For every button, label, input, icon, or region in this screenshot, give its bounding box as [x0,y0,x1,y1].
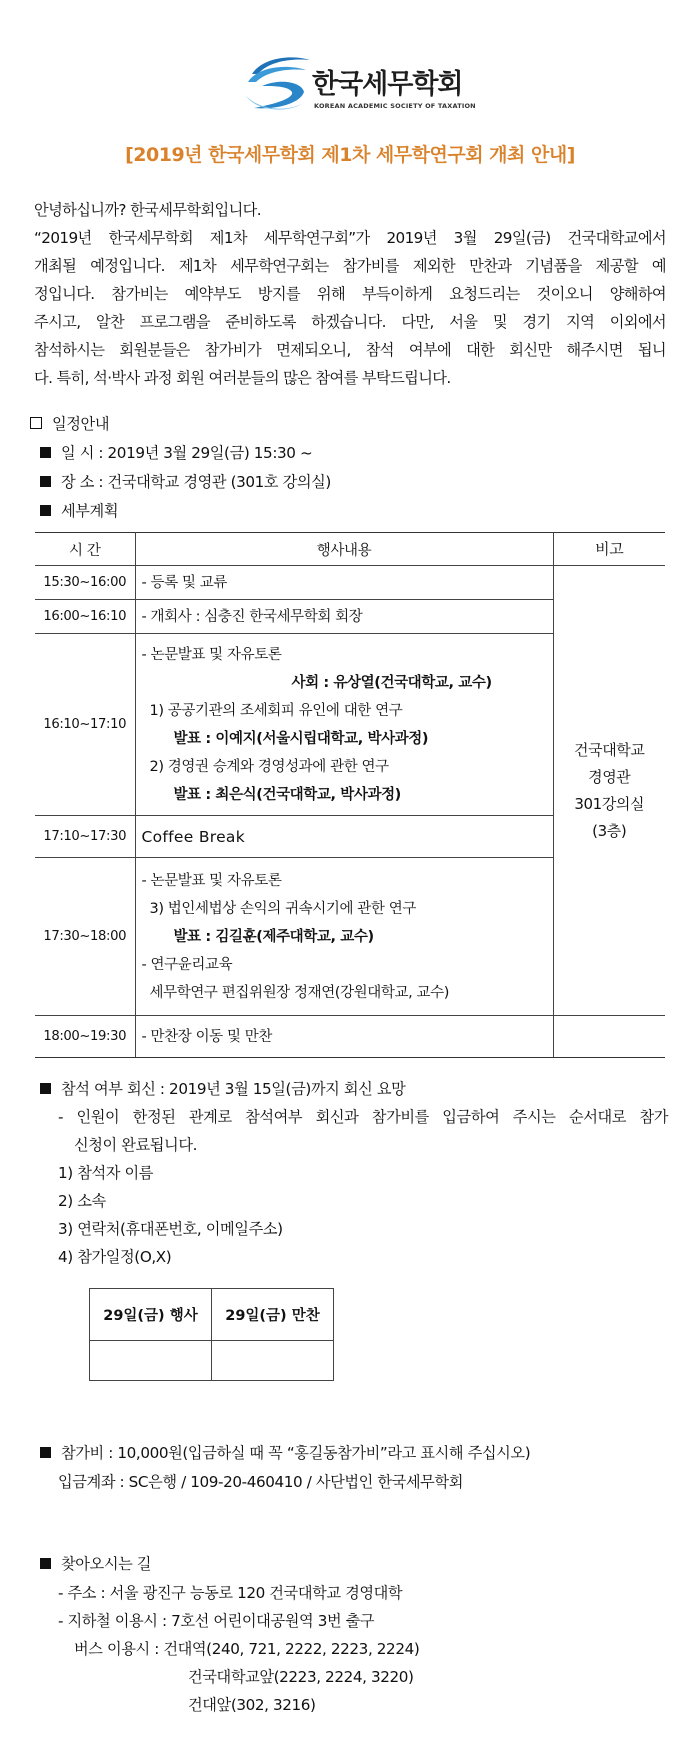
rsvp-item: 1) 참석자 이름 [58,1164,153,1182]
content-line: 세무학연구 편집위원장 정재연(강원대학교, 교수) [149,984,449,1001]
square-bullet-icon [40,447,51,458]
logo-name-en: KOREAN ACADEMIC SOCIETY OF TAXATION [314,102,476,110]
content-line: - 논문발표 및 자유토론 [141,646,282,663]
content-cell [135,634,553,816]
schedule-table [35,532,665,1058]
bus-line: 버스 이용시 : 건대역(240, 721, 2222, 2223, 2224) [74,1640,420,1658]
content-line: 2) 경영권 승계와 경영성과에 관한 연구 [149,758,389,775]
time-cell: 16:10~17:10 [35,634,135,816]
square-bullet-icon [40,505,51,516]
account-line: 입금계좌 : SC은행 / 109-20-460410 / 사단법인 한국세무학회 [58,1473,463,1491]
content-cell [135,566,553,600]
intro-line: 안녕하십니까? 한국세무학회입니다. [34,201,261,219]
note-cell-empty [553,1016,665,1058]
note-line: (3층) [592,821,627,840]
bus-line: 건국대학교앞(2223, 2224, 3220) [188,1668,414,1686]
content-line: - 연구윤리교육 [141,956,233,973]
time-cell: 16:00~16:10 [35,600,135,634]
plan-line [40,500,118,521]
content-line: - 만찬장 이동 및 만찬 [141,1028,273,1045]
rsvp-table [89,1288,334,1381]
square-bullet-icon [40,1558,51,1569]
note-cell [553,566,665,1016]
content-cell [135,600,553,634]
content-line: 발표 : 김길훈(제주대학교, 교수) [173,928,374,945]
header-note: 비고 [553,533,665,566]
time-cell: 17:10~17:30 [35,816,135,858]
content-line: - 개회사 : 심충진 한국세무학회 회장 [141,608,363,625]
header-time: 시 간 [35,533,135,566]
square-bullet-icon [40,1447,51,1458]
place-text: 장 소 : 건국대학교 경영관 (301호 강의실) [61,473,331,491]
content-line: 사회 : 유상열(건국대학교, 교수) [291,674,492,691]
time-cell: 15:30~16:00 [35,566,135,600]
content-line: 발표 : 이예지(서울시립대학교, 박사과정) [173,730,429,747]
fee-text: 참가비 : 10,000원(입금하실 때 꼭 “홍길동참가비”라고 표시해 주십시오) [61,1444,531,1462]
content-line: 3) 법인세법상 손익의 귀속시기에 관한 연구 [149,900,416,917]
table-row [35,1016,665,1058]
intro-line: 정입니다. 참가비는 예약부도 방지를 위해 부득이하게 요청드리는 것이오니 양해하여 [34,285,666,303]
rsvp-item: 2) 소속 [58,1192,106,1210]
rsvp-cell-event[interactable] [90,1341,212,1381]
intro-line: 다. 특히, 석·박사 과정 회원 여러분들의 많은 참여를 부탁드립니다. [34,369,451,387]
hollow-square-icon [30,417,42,429]
rsvp-table-row [90,1341,334,1381]
square-bullet-icon [40,476,51,487]
date-line [40,442,312,463]
place-line [40,471,331,492]
intro-paragraph [34,196,666,392]
fee-line [40,1442,530,1463]
rsvp-header-event: 29일(금) 행사 [90,1289,212,1341]
directions-heading-text: 찾아오시는 길 [61,1555,152,1573]
page-title: [2019년 한국세무학회 제1차 세무학연구회 개최 안내] [125,144,575,166]
intro-line: 참석하시는 회원분들은 참가비가 면제되오니, 참석 여부에 대한 회신만 해주시면 됩니 [34,341,666,359]
content-line: - 논문발표 및 자유토론 [141,872,282,889]
intro-line: “2019년 한국세무학회 제1차 세무학연구회”가 2019년 3월 29일(금) 건국대학교에서 [34,229,666,247]
rsvp-header-dinner: 29일(금) 만찬 [212,1289,334,1341]
note-line: 301강의실 [574,794,645,813]
rsvp-cell-dinner[interactable] [212,1341,334,1381]
swirl-logo-icon [244,52,314,116]
content-cell [135,816,553,858]
square-bullet-icon [40,1083,51,1094]
content-line: - 등록 및 교류 [141,574,227,591]
table-row [35,566,665,600]
intro-line: 개최될 예정입니다. 제1차 세무학연구회는 참가비를 제외한 만찬과 기념품을 제공할 예 [34,257,666,275]
header-content: 행사내용 [135,533,553,566]
content-line: Coffee Break [141,827,245,846]
date-text: 일 시 : 2019년 3월 29일(금) 15:30 ~ [61,444,313,462]
logo-name-kr: 한국세무학회 [312,69,463,100]
rsvp-heading [40,1078,405,1099]
subway-line: - 지하철 이용시 : 7호선 어린이대공원역 3번 출구 [58,1612,375,1630]
rsvp-item: 4) 참가일정(O,X) [58,1248,172,1266]
time-cell: 18:00~19:30 [35,1016,135,1058]
bus-line: 건대앞(302, 3216) [188,1696,316,1714]
rsvp-item: 3) 연락처(휴대폰번호, 이메일주소) [58,1220,283,1238]
table-header-row [35,533,665,566]
directions-heading [40,1553,151,1574]
rsvp-desc-2: 신청이 완료됩니다. [74,1136,198,1154]
time-cell: 17:30~18:00 [35,858,135,1016]
schedule-header-label: 일정안내 [52,415,110,433]
rsvp-heading-text: 참석 여부 회신 : 2019년 3월 15일(금)까지 회신 요망 [61,1080,406,1098]
content-line: 1) 공공기관의 조세회피 유인에 대한 연구 [149,702,403,719]
plan-label: 세부계획 [61,502,119,520]
society-logo [244,52,476,118]
content-line: 발표 : 최은식(건국대학교, 박사과정) [173,786,401,803]
note-line: 경영관 [588,767,631,786]
intro-line: 주시고, 알찬 프로그램을 준비하도록 하겠습니다. 다만, 서울 및 경기 지역 이외에서 [34,313,666,331]
note-line: 건국대학교 [574,740,645,759]
content-cell [135,1016,553,1058]
rsvp-table-header [90,1289,334,1341]
schedule-header [30,413,109,434]
content-cell [135,858,553,1016]
address-line: - 주소 : 서울 광진구 능동로 120 건국대학교 경영대학 [58,1584,403,1602]
rsvp-desc-1: - 인원이 한정된 관계로 참석여부 회신과 참가비를 입금하여 주시는 순서대로 참가 [58,1108,668,1126]
